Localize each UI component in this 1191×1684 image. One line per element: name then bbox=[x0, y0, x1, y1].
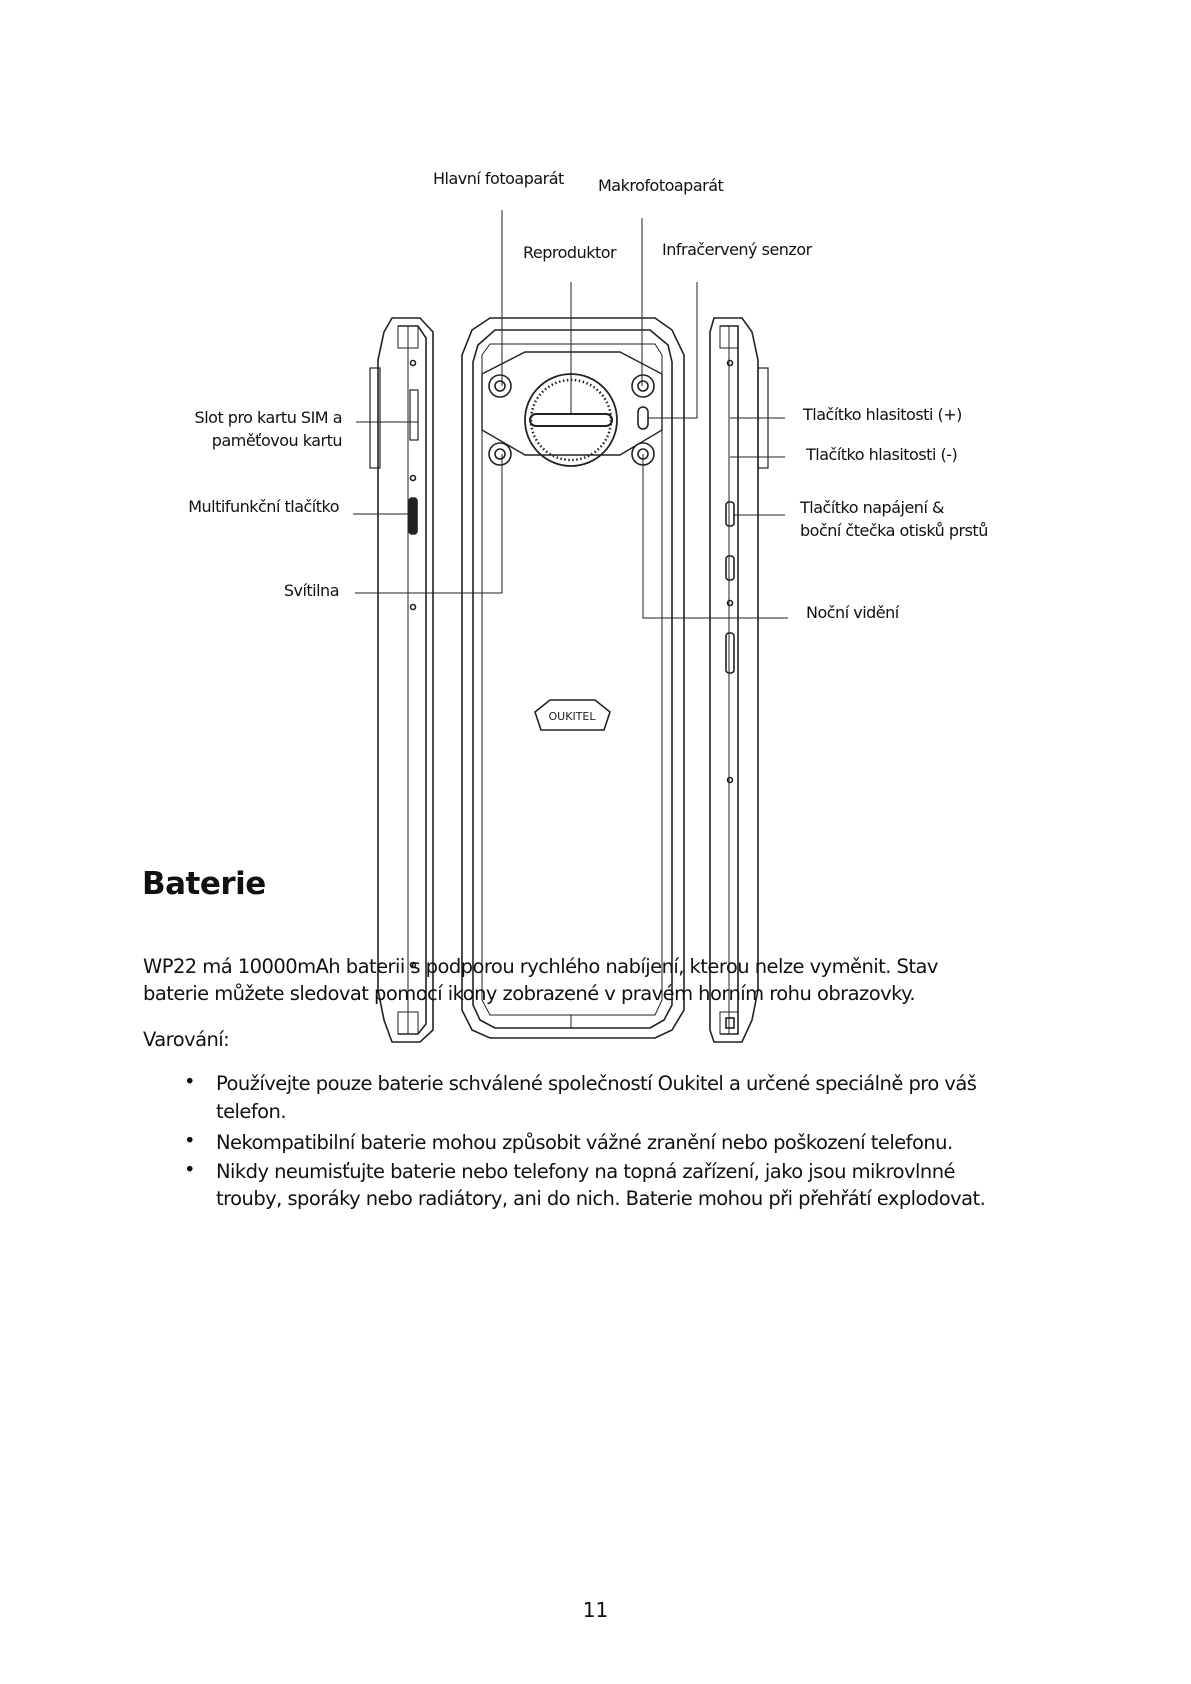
label-volume-up: Tlačítko hlasitosti (+) bbox=[803, 405, 962, 424]
multifunction-button bbox=[409, 498, 417, 534]
label-macro-camera: Makrofotoaparát bbox=[598, 176, 724, 195]
label-volume-down: Tlačítko hlasitosti (-) bbox=[806, 445, 958, 464]
bullet-text: telefon. bbox=[216, 1100, 287, 1123]
logo-text: OUKITEL bbox=[548, 710, 596, 723]
label-flashlight: Svítilna bbox=[283, 581, 339, 600]
label-speaker: Reproduktor bbox=[523, 243, 617, 262]
label-ir-sensor: Infračervený senzor bbox=[662, 240, 812, 259]
phone-right-side-view bbox=[710, 318, 768, 1042]
label-main-camera: Hlavní fotoaparát bbox=[433, 169, 564, 188]
bullet-dot: • bbox=[184, 1158, 196, 1181]
label-power-line1: Tlačítko napájení & bbox=[800, 498, 944, 517]
bullet-dot: • bbox=[184, 1070, 196, 1093]
label-power-line2: boční čtečka otisků prstů bbox=[800, 521, 988, 540]
label-multifunction-button: Multifunkční tlačítko bbox=[188, 497, 339, 516]
bullet-text: Používejte pouze baterie schválené společností Oukitel a určené speciálně pro váš bbox=[216, 1072, 977, 1095]
phone-left-side-view bbox=[370, 318, 433, 1042]
section-title: Baterie bbox=[142, 866, 266, 902]
bullet-dot: • bbox=[184, 1129, 196, 1152]
bullet-text: Nekompatibilní baterie mohou způsobit vážné zranění nebo poškození telefonu. bbox=[216, 1131, 953, 1154]
label-night-vision: Noční vidění bbox=[806, 603, 899, 622]
paragraph-line: baterie můžete sledovat pomocí ikony zobrazené v pravém horním rohu obrazovky. bbox=[143, 982, 915, 1005]
label-sim-slot-line2: paměťovou kartu bbox=[211, 431, 342, 450]
bullet-text: Nikdy neumisťujte baterie nebo telefony na topná zařízení, jako jsou mikrovlnné bbox=[216, 1160, 955, 1183]
label-sim-slot-line1: Slot pro kartu SIM a bbox=[194, 408, 342, 427]
paragraph-line: WP22 má 10000mAh baterii s podporou rychlého nabíjení, kterou nelze vyměnit. Stav bbox=[143, 955, 938, 978]
bullet-text: trouby, sporáky nebo radiátory, ani do nich. Baterie mohou při přehřátí explodovat. bbox=[216, 1187, 986, 1210]
warning-label: Varování: bbox=[143, 1028, 230, 1051]
phone-back-view bbox=[462, 318, 684, 1038]
page-number: 11 bbox=[582, 1598, 609, 1622]
